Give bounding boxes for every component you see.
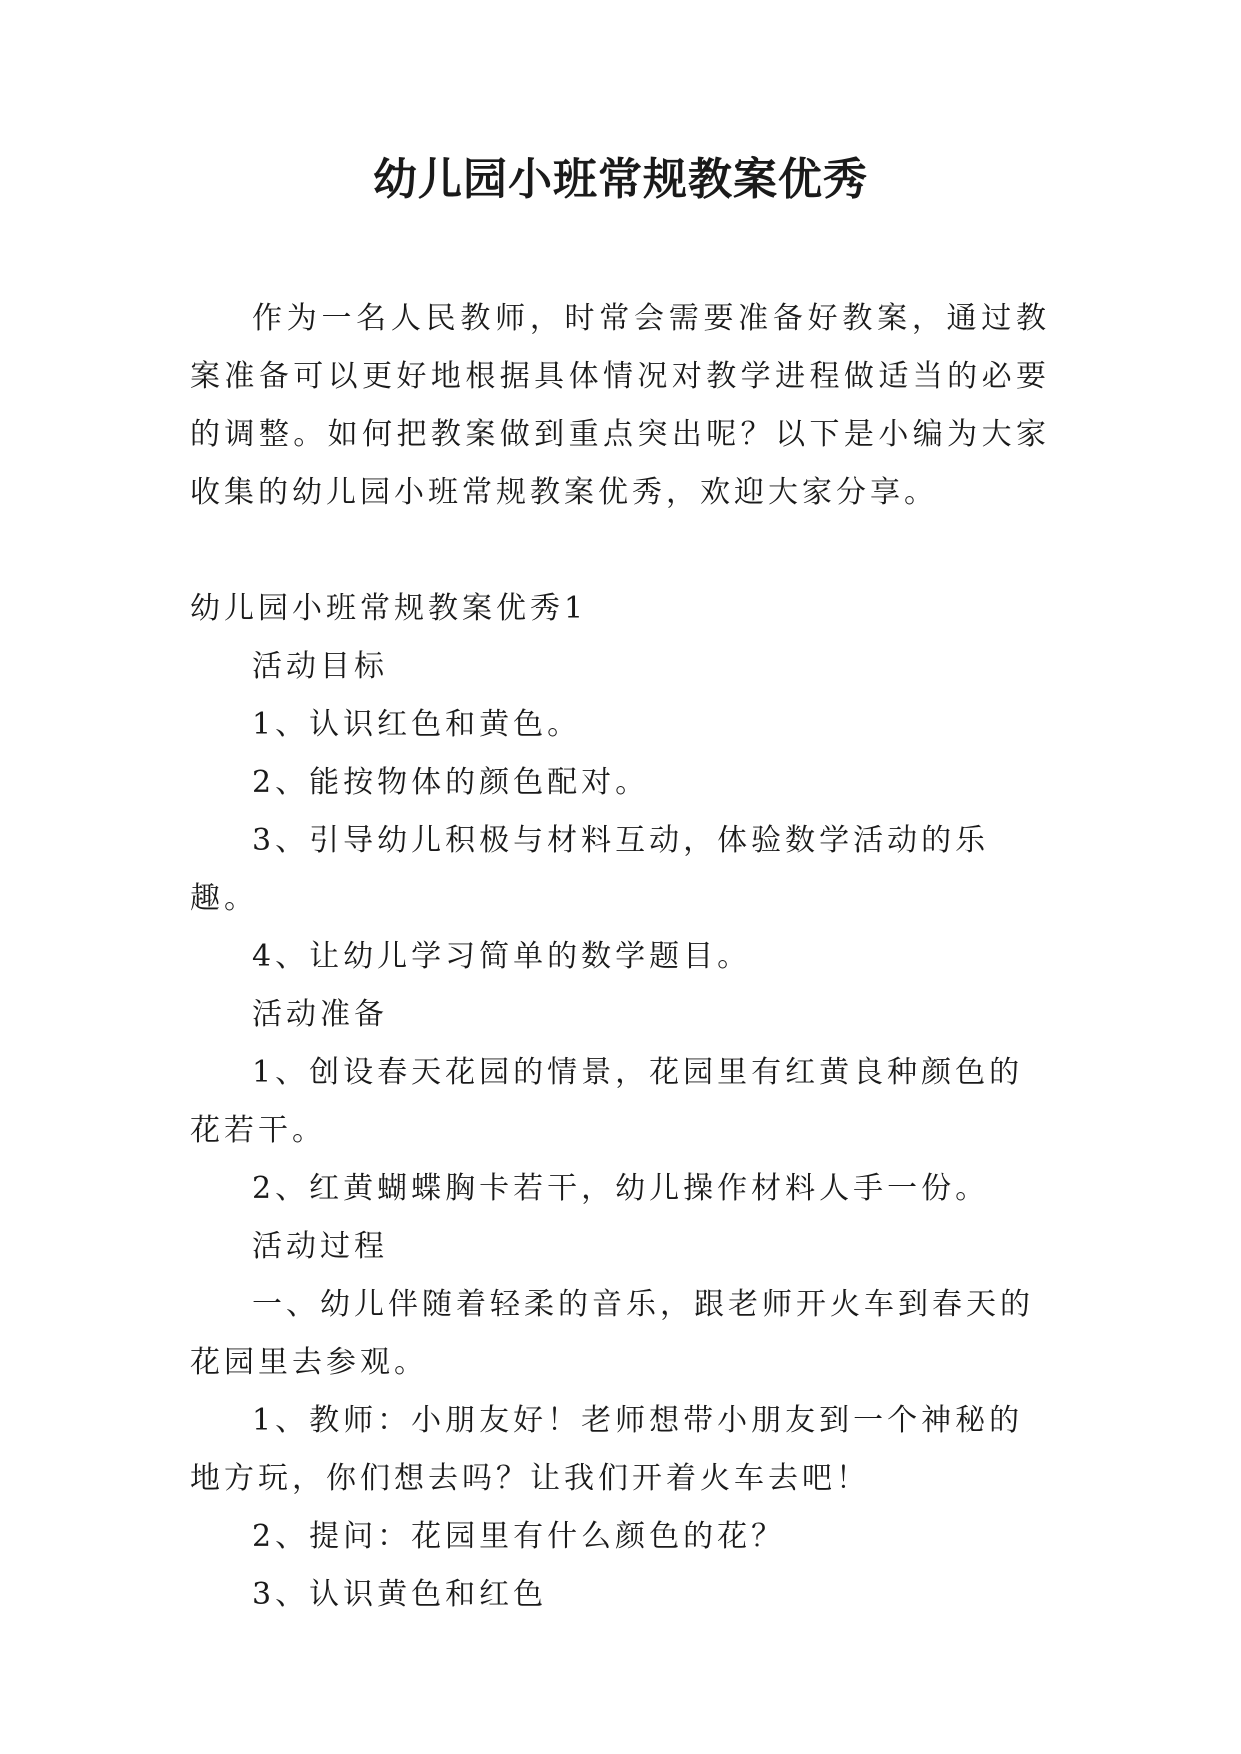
- body-line: 4、让幼儿学习简单的数学题目。: [252, 939, 752, 974]
- document-body: [190, 290, 1050, 1624]
- intro-paragraph: 作为一名人民教师，时常会需要准备好教案，通过教案准备可以更好地根据具体情况对教学进程做适当的必要的调整。如何把教案做到重点突出呢？以下是小编为大家收集的幼儿园小班常规教案优秀，欢迎大家分享。: [190, 301, 1050, 510]
- document-title: 幼儿园小班常规教案优秀: [373, 154, 868, 205]
- body-line: 3、认识黄色和红色: [252, 1577, 548, 1612]
- body-line: 2、红黄蝴蝶胸卡若干，幼儿操作材料人手一份。: [252, 1171, 990, 1206]
- body-line: 活动过程: [252, 1229, 388, 1264]
- body-line: 一、幼儿伴随着轻柔的音乐，跟老师开火车到春天的花园里去参观。: [190, 1287, 1034, 1380]
- body-line: 1、教师：小朋友好！老师想带小朋友到一个神秘的地方玩，你们想去吗？让我们开着火车去吧！: [190, 1403, 1024, 1496]
- body-line: 1、创设春天花园的情景，花园里有红黄良种颜色的花若干。: [190, 1055, 1024, 1148]
- body-line: 3、引导幼儿积极与材料互动，体验数学活动的乐趣。: [190, 823, 990, 916]
- body-line: 2、提问：花园里有什么颜色的花？: [252, 1519, 786, 1554]
- body-line: 2、能按物体的颜色配对。: [252, 765, 650, 800]
- body-line: 1、认识红色和黄色。: [252, 707, 582, 742]
- body-line: 活动准备: [252, 997, 388, 1032]
- section-heading: 幼儿园小班常规教案优秀1: [190, 591, 588, 626]
- body-line: 活动目标: [252, 649, 388, 684]
